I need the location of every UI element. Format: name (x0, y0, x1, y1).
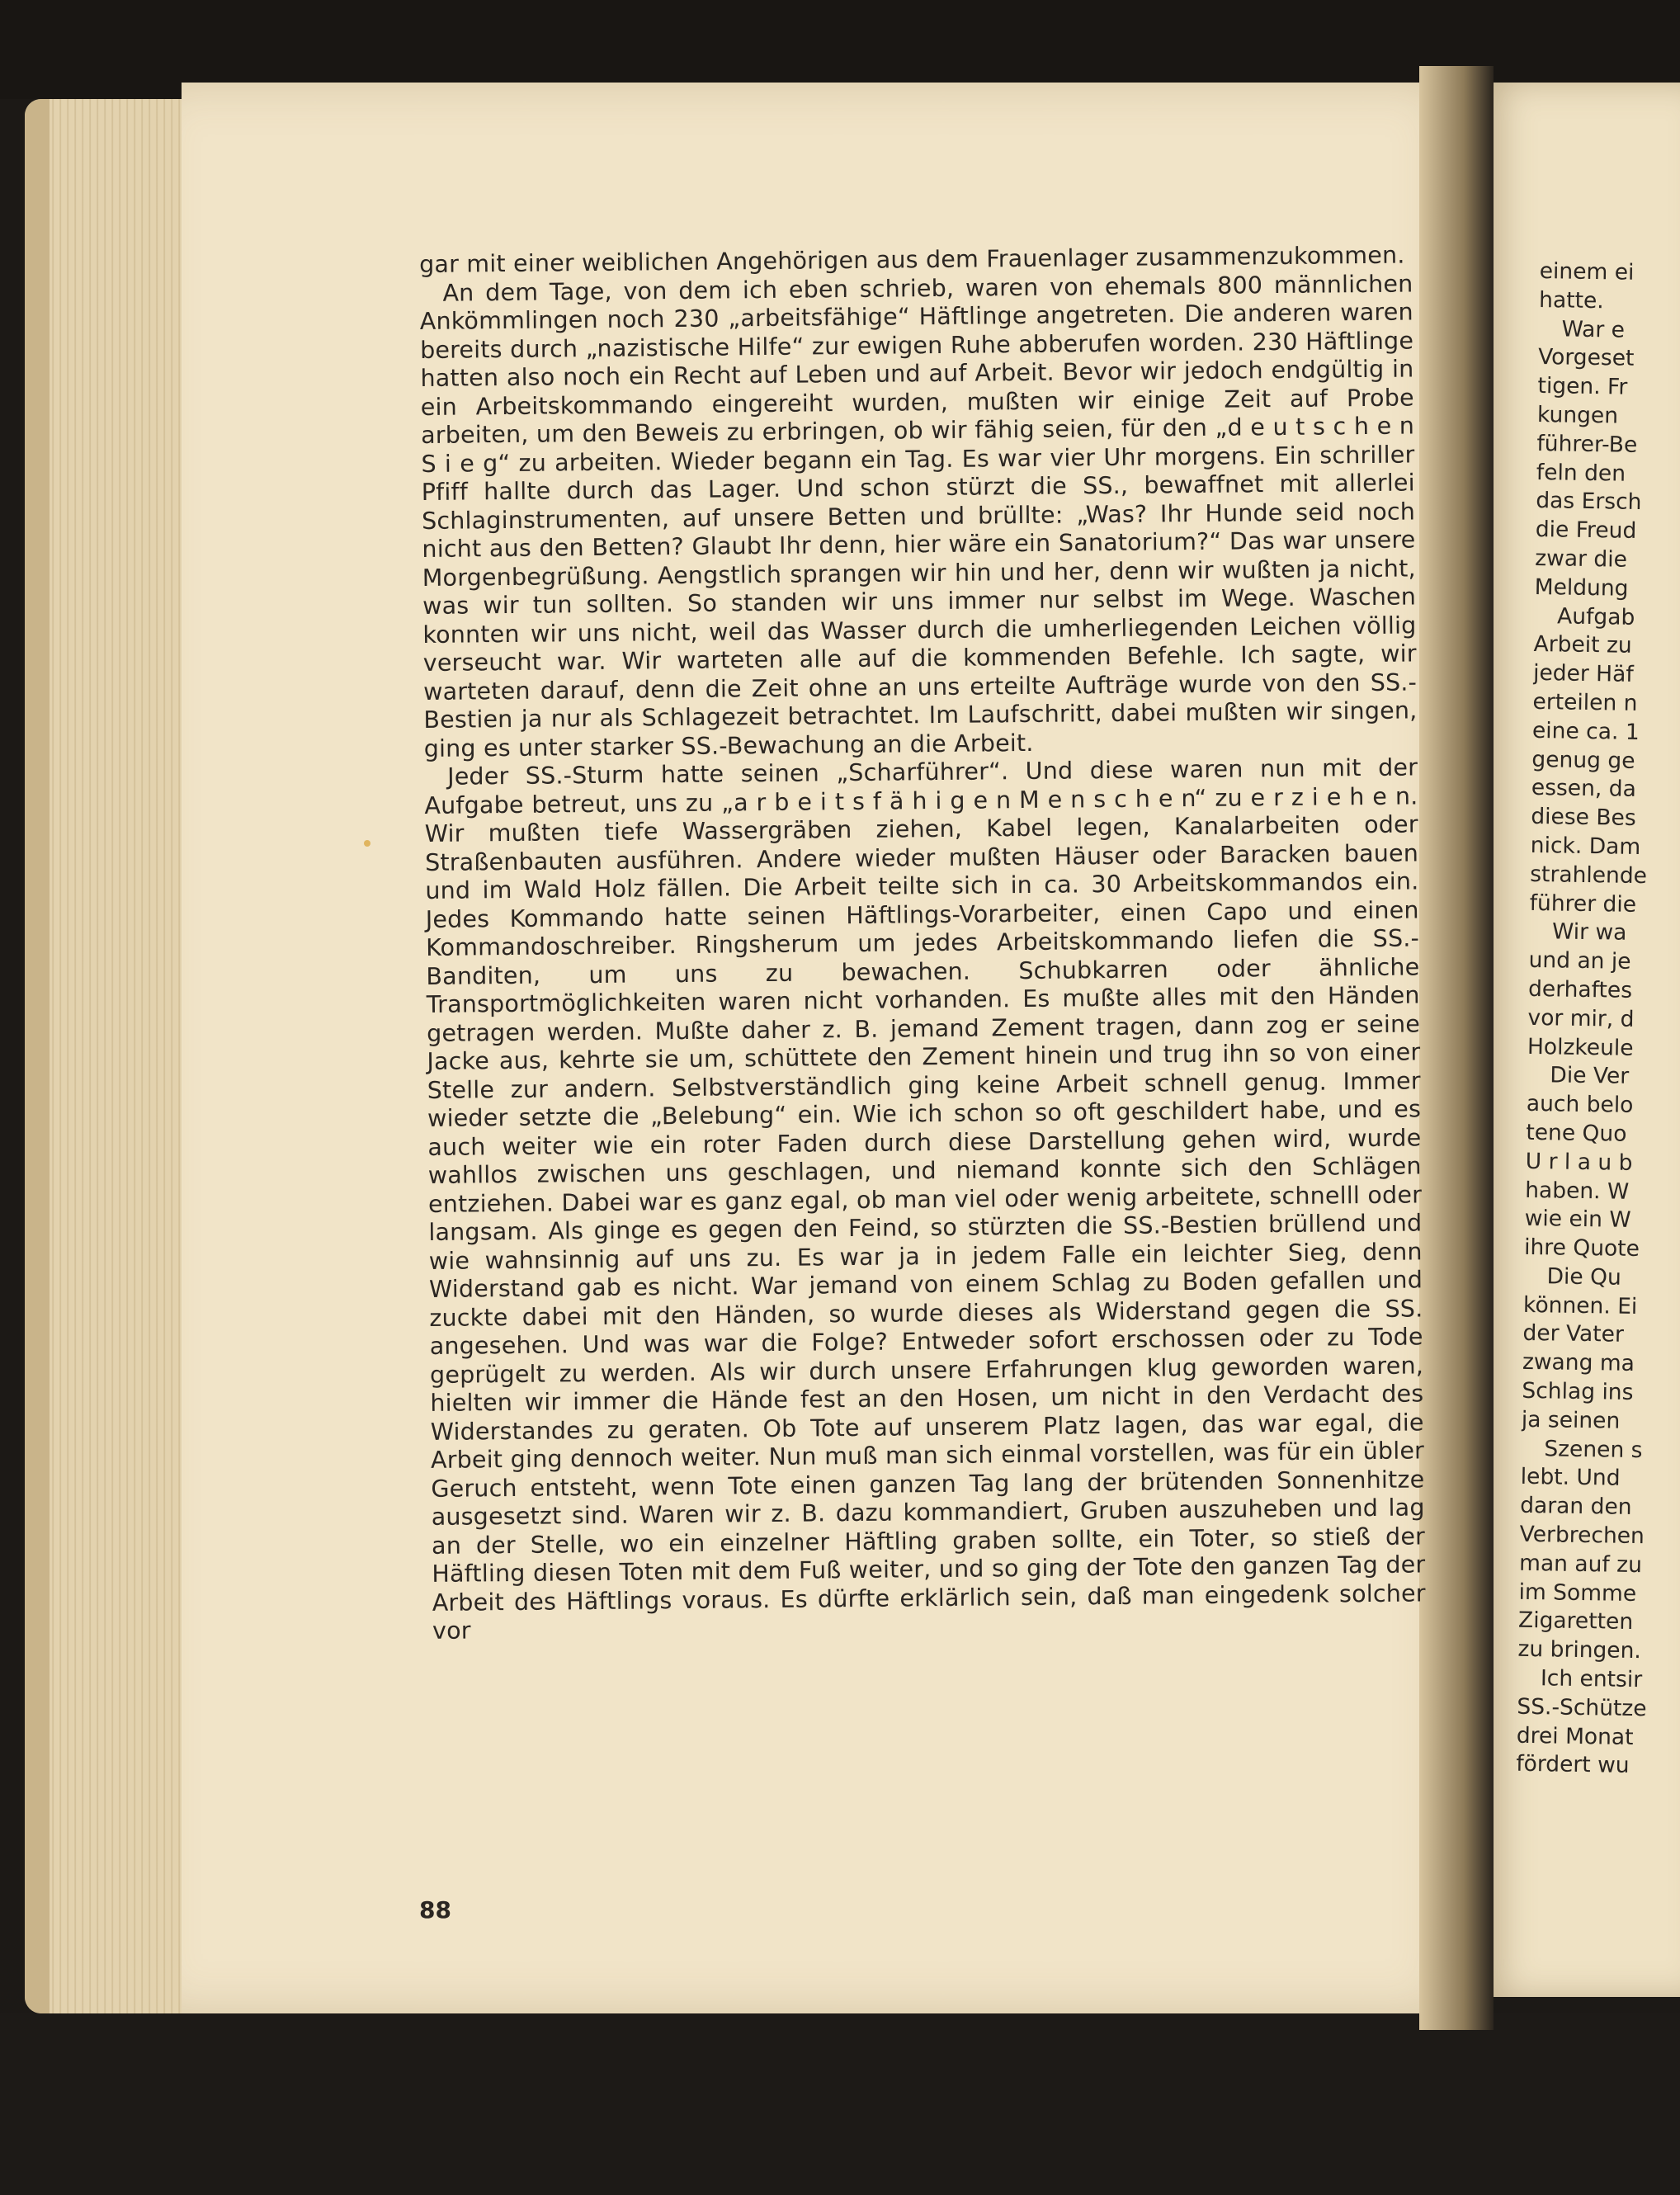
right-page-line: SS.-Schütze (1517, 1693, 1647, 1722)
right-page-line: hatte. (1538, 286, 1604, 314)
right-page-line: Meldung (1534, 574, 1629, 602)
right-page-line: Die Ver (1550, 1062, 1630, 1090)
right-page-line: einem ei (1539, 257, 1635, 286)
right-page-line: die Freud (1535, 517, 1637, 545)
scan-bottom-edge (0, 2013, 1680, 2195)
right-page-line: derhaftes (1527, 975, 1633, 1003)
right-page-line: führer die (1529, 890, 1637, 918)
right-page-line: auch belo (1526, 1090, 1634, 1119)
right-page-line: ihre Quote (1523, 1234, 1640, 1263)
right-page-line: können. Ei (1522, 1291, 1638, 1319)
right-page-line: zwar die (1535, 545, 1628, 573)
page-number: 88 (419, 1896, 451, 1924)
right-page-line: Zigaretten (1517, 1607, 1634, 1636)
right-page-line: führer-Be (1536, 430, 1638, 458)
book-gutter (1419, 66, 1494, 2030)
left-page-text (419, 241, 1426, 1645)
right-page-line: Die Qu (1546, 1263, 1621, 1291)
right-page-line: daran den (1519, 1493, 1632, 1521)
right-page-line: U r l a u b (1525, 1148, 1633, 1176)
right-page-line: ja seinen (1521, 1406, 1621, 1434)
right-page-line: tigen. Fr (1537, 373, 1628, 400)
right-page-line: Vorgeset (1537, 344, 1635, 372)
right-page-line: essen, da (1531, 775, 1637, 803)
right-page-line: genug ge (1531, 746, 1635, 774)
right-page-line: fördert wu (1516, 1751, 1630, 1779)
right-page-line: zu bringen. (1517, 1636, 1642, 1664)
right-page-line: Holzkeule (1527, 1033, 1634, 1061)
right-page-line: Ich entsir (1540, 1665, 1643, 1693)
right-page-line: Schlag ins (1522, 1377, 1634, 1406)
right-page-line: Szenen s (1544, 1435, 1643, 1463)
right-page-line: Verbrechen (1519, 1521, 1645, 1550)
right-page-line: strahlende (1530, 861, 1648, 889)
right-page-line: lebt. Und (1520, 1464, 1621, 1492)
right-page-line: haben. W (1525, 1177, 1630, 1205)
right-page-line: diese Bes (1531, 804, 1636, 832)
right-page-line: man auf zu (1518, 1550, 1643, 1578)
right-page-line: tene Quo (1526, 1119, 1627, 1147)
paragraph-continued: gar mit einer weiblichen Angehörigen aus dem Frauenlager zusammenzukommen. (419, 241, 1405, 278)
right-page-line: War e (1561, 316, 1626, 343)
right-page-line: vor mir, d (1527, 1004, 1635, 1032)
right-page-line: drei Monat (1516, 1722, 1634, 1750)
right-page-line: der Vater (1522, 1320, 1625, 1348)
right-page-line: Arbeit zu (1533, 631, 1632, 659)
right-page-line: feln den (1536, 459, 1626, 487)
right-page-text (1516, 257, 1680, 1782)
right-page-line: Wir wa (1551, 918, 1627, 946)
right-page-line: eine ca. 1 (1531, 717, 1640, 745)
paper-mark (364, 840, 370, 847)
right-page-line: zwang ma (1522, 1349, 1635, 1377)
right-page-line: das Ersch (1536, 488, 1642, 516)
right-page-line: und an je (1528, 947, 1631, 975)
paragraph: An dem Tage, von dem ich eben schrieb, waren von ehemals 800 männlichen Ankömmlingen noch 230 „arbeitsfähige“ Häftlinge angetreten. Die anderen waren bereits durch „nazistische Hilfe“ zur ewigen Ruhe abberufen worden. 230 Häftlinge hatten also noch ein Recht auf Leben und auf Arbeit. Bevor wir jedoch endgültig in ein Arbeitskommando eingereiht wurden, mußten wir einige Zeit auf Probe arbeiten, um den Beweis zu erbringen, ob wir fähig seien, für den „d e u t s c h e n S i e g“ zu arbeiten. Wieder begann ein Tag. Es war vier Uhr morgens. Ein schriller Pfiff hallte durch das Lager. Und schon stürzt die SS., bewaffnet mit allerlei Schlaginstrumenten, auf unsere Betten und brüllte: „Was? Ihr Hunde seid noch nicht aus den Betten? Glaubt Ihr denn, hier wäre ein Sanatorium?“ Das war unsere Morgenbegrüßung. Aengstlich sprangen wir hin und her, denn wir wußten ja nicht, was wir tun sollten. So standen wir uns immer nur selbst im Wege. Waschen konnten wir uns nicht, weil das Wasser durch die umherliegenden Leichen völlig verseucht war. Wir warteten alle auf die kommenden Befehle. Ich sagte, wir warteten darauf, denn die Zeit ohne an uns erteilte Aufträge wurde von den SS.-Bestien ja nur als Schlagezeit betrachtet. Im Laufschritt, dabei mußten wir singen, ging es unter starker SS.-Bewachung an die Arbeit. (419, 269, 1418, 762)
right-page-line: jeder Häf (1532, 660, 1634, 688)
right-page-line: Aufgab (1556, 602, 1635, 630)
right-page-line: nick. Dam (1530, 832, 1641, 860)
right-page-line: wie ein W (1524, 1206, 1631, 1234)
paragraph: Jeder SS.-Sturm hatte seinen „Scharführer“. Und diese waren nun mit der Aufgabe betreut, uns zu „a r b e i t s f ä h i g e n M e n s c h e n“ zu e r z i e h e n. Wir mußten tiefe Wassergräben ziehen, Kabel legen, Kanalarbeiten oder Straßenbauten ausführen. Andere wieder mußten Häuser oder Baracken bauen und im Wald Holz fällen. Die Arbeit teilte sich in ca. 30 Arbeitskommandos ein. Jedes Kommando hatte seinen Häftlings-Vorarbeiter, einen Capo und einen Kommandoschreiber. Ringsherum um jedes Arbeitskommando liefen die SS.-Banditen, um uns zu bewachen. Schubkarren oder ähnliche Transportmöglichkeiten waren nicht vorhanden. Es mußte alles mit den Händen getragen werden. Mußte daher z. B. jemand Zement tragen, dann zog er seine Jacke aus, kehrte sie um, schüttete den Zement hinein und trug ihn so von einer Stelle zur andern. Selbstverständlich ging keine Arbeit schnell genug. Immer wieder setzte die „Belebung“ ein. Wie ich schon so oft geschildert habe, und es auch weiter wie ein roter Faden durch diese Darstellung gehen wird, wurde wahllos zwischen uns geschlagen, und niemand konnte sich den Schlägen entziehen. Dabei war es ganz egal, ob man viel oder wenig arbeitete, schnelll oder langsam. Als ginge es gegen den Feind, so stürzten die SS.-Bestien brüllend und wie wahnsinnig auf uns zu. Es war ja in jedem Falle ein leichter Sieg, denn Widerstand gab es nicht. War jemand von einem Schlag zu Boden gefallen und zuckte dabei mit den Händen, so wurde dieses als Widerstand gegen die SS. angesehen. Und was war die Folge? Entweder sofort erschossen oder zu Tode geprügelt zu werden. Als wir durch unsere Erfahrungen klug geworden waren, hielten wir immer die Hände fest an den Hosen, um nicht in den Verdacht des Widerstandes zu geraten. Ob Tote auf unserem Platz lagen, das war egal, die Arbeit ging dennoch weiter. Nun muß man sich einmal vorstellen, was für ein übler Geruch entsteht, wenn Tote einen ganzen Tag lang der brütenden Sonnenhitze ausgesetzt sind. Waren wir z. B. dazu kommandiert, Gruben auszuheben und lag an der Stelle, wo ein einzelner Häftling graben sollte, ein Toter, so stieß der Häftling diesen Toten mit dem Fuß weiter, und so ging der Tote den ganzen Tag der Arbeit des Häftlings voraus. Es dürfte erklärlich sein, daß man eingedenk solcher vor (424, 753, 1426, 1645)
page-stack-shadow (25, 99, 50, 2013)
right-page-line: erteilen n (1532, 688, 1638, 716)
right-page-line: im Somme (1518, 1579, 1637, 1607)
right-page-line: kungen (1536, 401, 1619, 429)
